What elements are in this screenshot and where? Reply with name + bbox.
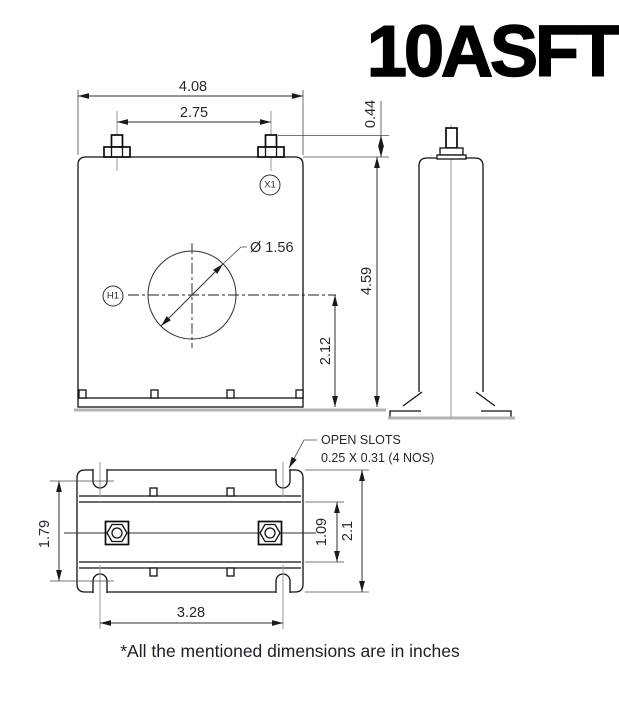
dim-overall-width-label: 4.08 <box>178 79 208 95</box>
open-slots-label-line1: OPEN SLOTS <box>321 433 401 447</box>
dim-terminal-spacing <box>117 105 271 122</box>
dim-slot-column-spacing-label: 3.28 <box>176 605 206 621</box>
base-tab <box>151 390 158 398</box>
terminal-nut-lower <box>437 155 466 159</box>
hole-diameter-label: Ø 1.56 <box>250 240 294 256</box>
footnote: *All the mentioned dimensions are in inches <box>120 641 460 661</box>
terminal-stud <box>266 135 277 147</box>
side-terminal <box>437 128 466 159</box>
side-gusset-left <box>403 392 422 406</box>
side-foot-left <box>390 411 421 417</box>
bottom-view <box>37 433 434 629</box>
terminal-nut <box>258 147 284 157</box>
h1-label: H1 <box>106 290 120 302</box>
terminal-left <box>104 135 130 157</box>
terminal-nut-plan-right <box>259 522 282 545</box>
dim-slot-row-spacing-label: 1.79 <box>37 519 53 549</box>
dim-body-depth <box>305 502 344 562</box>
base-tab <box>296 390 303 398</box>
terminal-stud <box>112 135 123 147</box>
base-tab <box>227 390 234 398</box>
terminal-nut-plan-left <box>106 522 129 545</box>
terminal-nut <box>104 147 130 157</box>
dim-hole-center-to-base-label: 2.12 <box>318 336 334 366</box>
dim-slot-column-spacing <box>100 605 283 623</box>
nut-hexagon <box>260 525 280 542</box>
base-tab <box>79 390 86 398</box>
bottom-tab <box>227 568 234 576</box>
dim-base-depth-label: 2.1 <box>340 520 356 542</box>
terminal-right <box>258 135 284 157</box>
dim-hole-center-to-base <box>318 295 335 407</box>
bottom-tab <box>150 488 157 496</box>
open-slots-label-line2: 0.25 X 0.31 (4 NOS) <box>321 451 435 465</box>
dim-terminal-height-label: 0.44 <box>363 99 379 129</box>
dim-terminal-spacing-label: 2.75 <box>179 105 209 121</box>
bottom-tab <box>227 488 234 496</box>
front-body-outline <box>78 157 303 398</box>
terminal-nut-upper <box>440 148 463 155</box>
dim-overall-height-label: 4.59 <box>359 266 375 296</box>
side-gusset-right <box>476 392 495 406</box>
bottom-tab <box>150 568 157 576</box>
open-slots-callout <box>289 433 434 468</box>
x1-label: X1 <box>264 179 276 191</box>
open-slots-leader <box>289 440 317 468</box>
dim-overall-height <box>359 157 377 407</box>
front-mounting-base <box>78 398 303 407</box>
dim-terminal-height <box>278 100 389 157</box>
terminal-stud <box>446 128 457 148</box>
side-view <box>388 125 515 418</box>
side-foot-right <box>481 411 511 417</box>
front-view <box>74 79 389 410</box>
dim-body-depth-label: 1.09 <box>314 517 330 547</box>
nut-hexagon <box>107 525 127 542</box>
page-title: 10ASFT <box>366 12 617 92</box>
